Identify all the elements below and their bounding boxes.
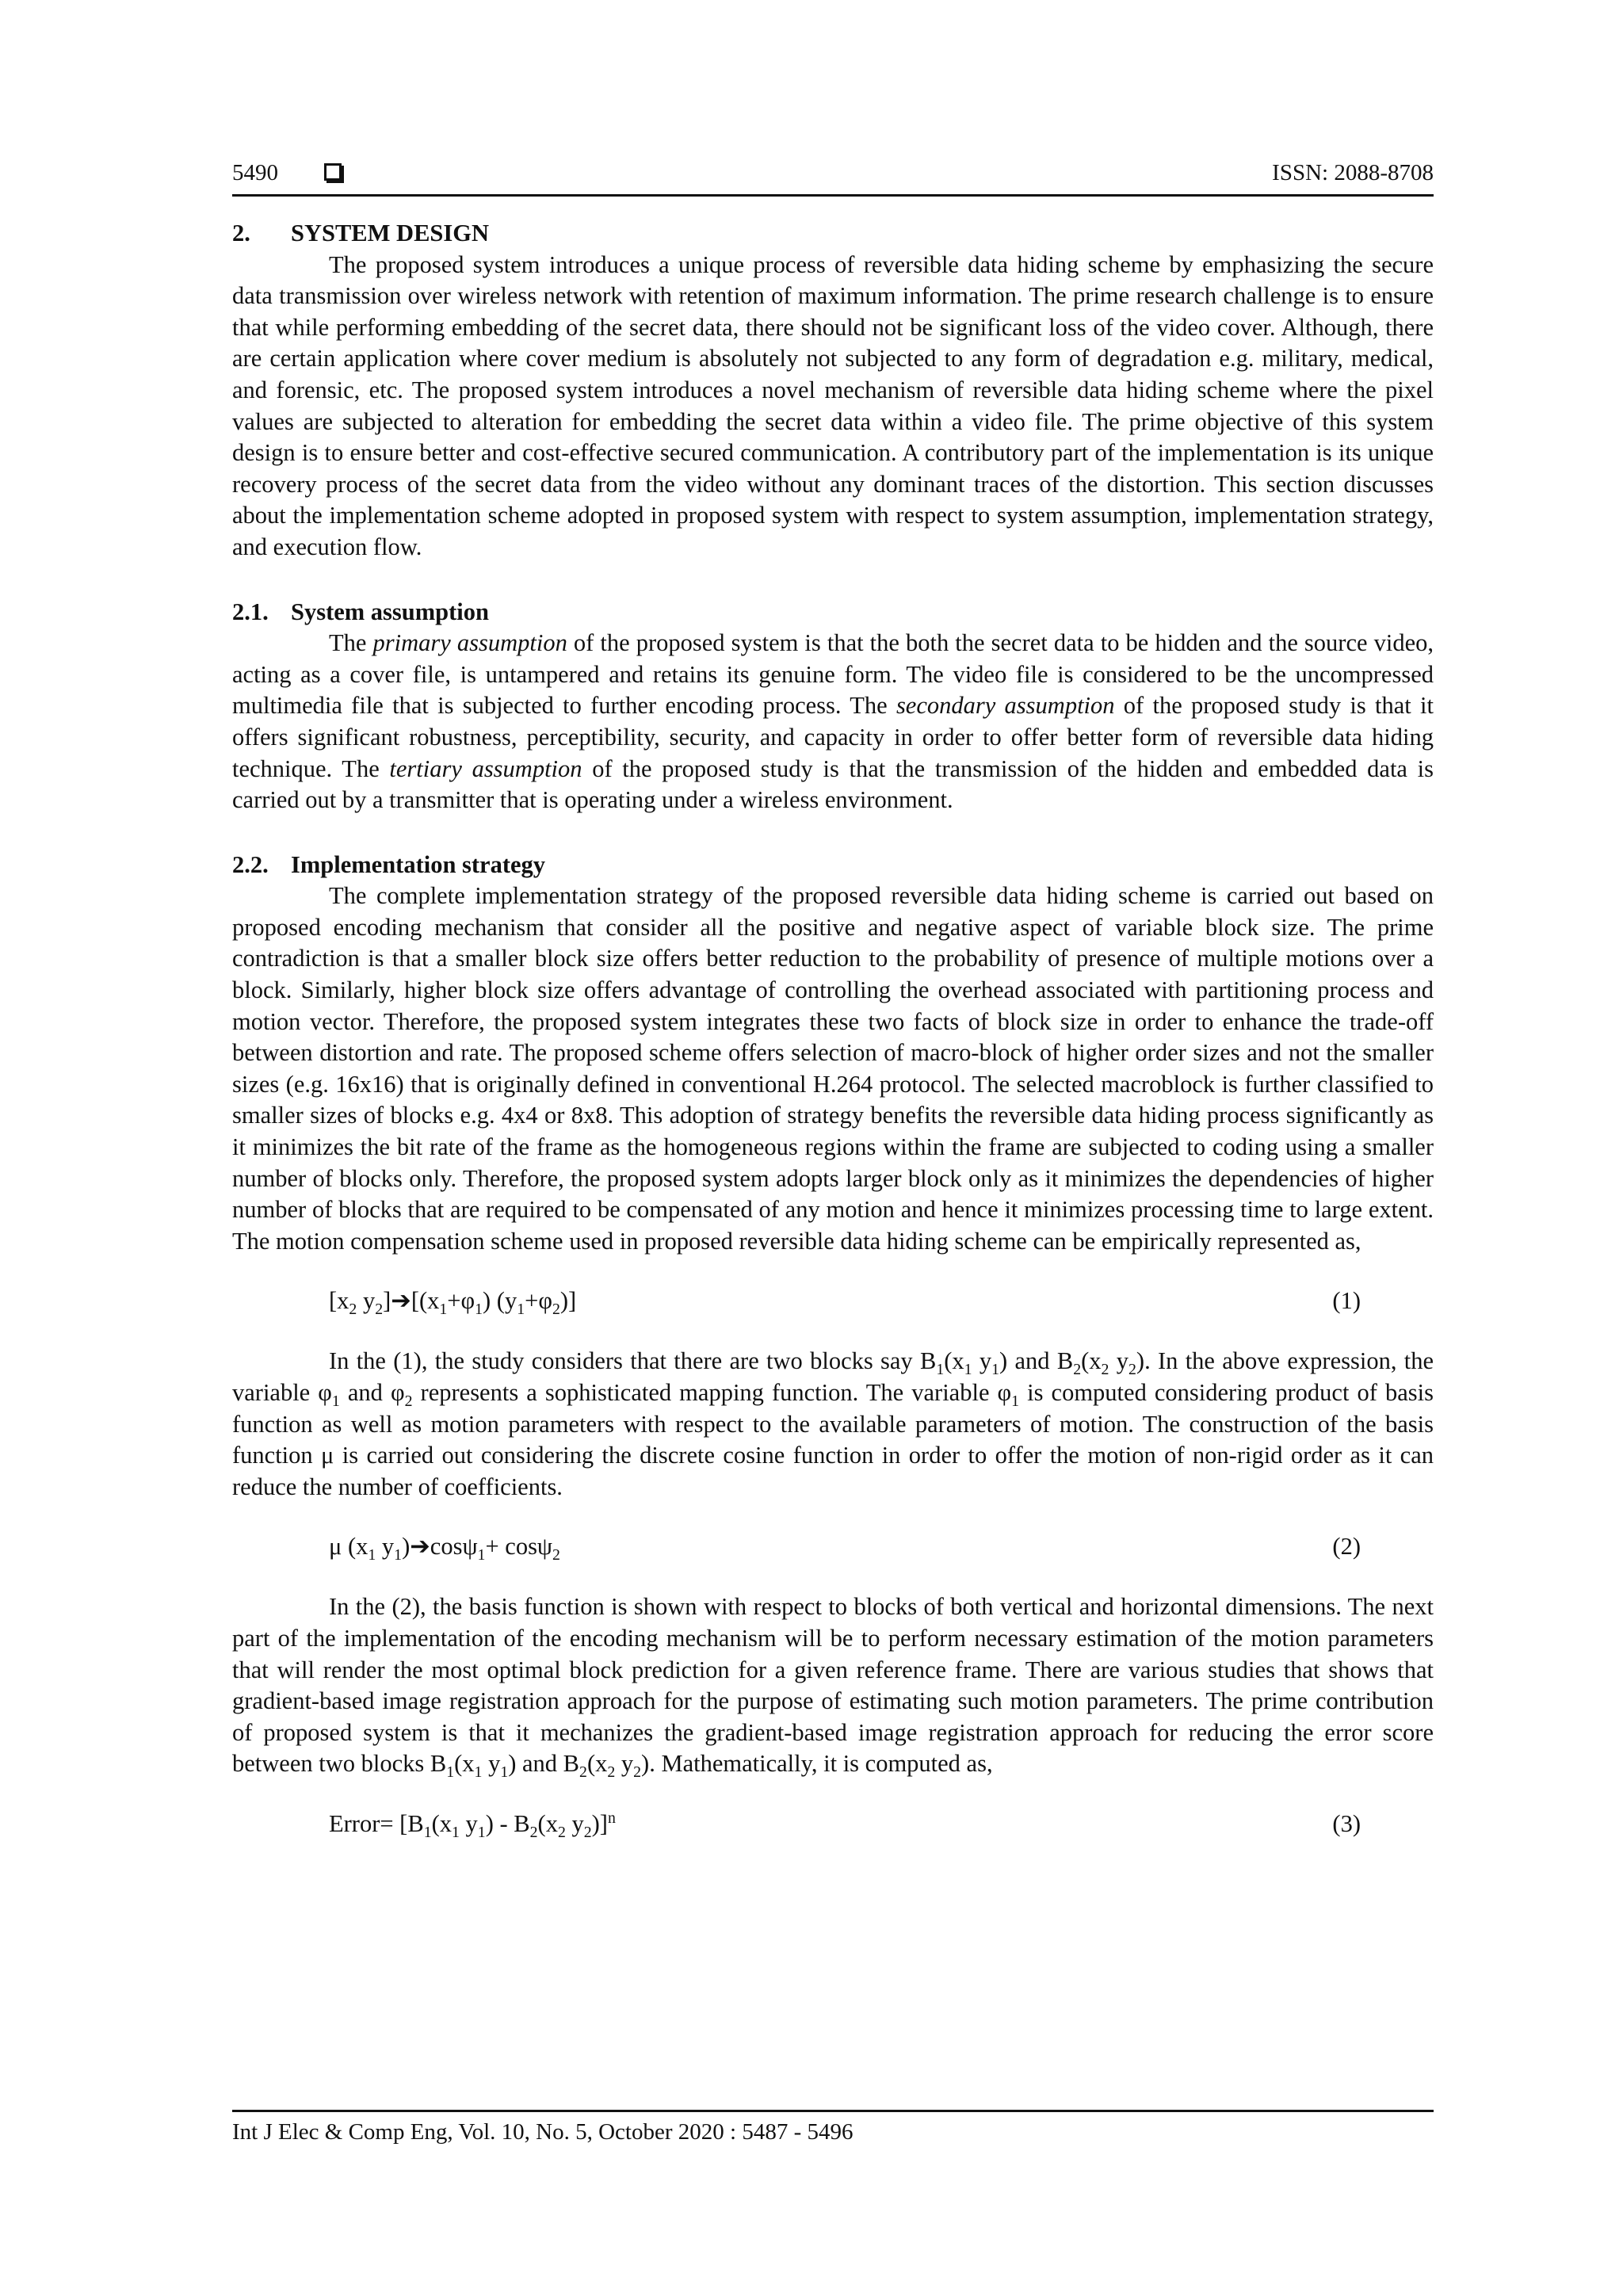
footer-rule [232, 2110, 1434, 2112]
footer-citation: Int J Elec & Comp Eng, Vol. 10, No. 5, October 2020 : 5487 - 5496 [232, 2119, 854, 2145]
equation-3-number: (3) [1332, 1809, 1361, 1837]
section-heading: 2. SYSTEM DESIGN [232, 220, 490, 246]
page-number: 5490 [232, 160, 278, 185]
equation-3: Error= [$B_1(x_1$ $y_1) - B_2(x_2$ $y_2)]^n$ (3) [329, 1809, 1361, 1842]
implementation-paragraph-3: In the (2), the basis function is shown with respect to blocks of both vertical and horizontal dimensions. The next part of the implementation of the encoding mechanism will be to perform necessary estimation of the motion parameters that will render the most optimal block prediction for a given reference frame. There are various studies that shows that gradient-based image registration approach for the purpose of estimating such motion parameters. The prime contribution of proposed system is that it mechanizes the gradient-based image registration approach for reducing the error score between two blocks $B_1(x_1$ $y_1$) and $B_2(x_2$ $y_2$). Mathematically, it is computed as, [232, 1593, 1434, 1782]
header-rule [232, 194, 1434, 197]
equation-2-number: (2) [1332, 1533, 1361, 1561]
section-paragraph: The proposed system introduces a unique process of reversible data hiding scheme by emphasizing the secure data transmission over wireless network with retention of maximum information. The prime research challenge is to ensure that while performing embedding of the secret data, there should not be significant loss of the video cover. Although, there are certain application where cover medium is absolutely not subjected to any form of degradation e.g. military, medical, and forensic, etc. The proposed system introduces a novel mechanism of reversible data hiding scheme where the pixel values are subjected to alteration for embedding the secret data within a video file. The prime objective of this system design is to ensure better and cost-effective secured communication. A contributory part of the implementation is its unique recovery process of the secret data from the video without any dominant traces of the distortion. This section discusses about the implementation scheme adopted in proposed system with respect to system assumption, implementation strategy, and execution flow. [232, 250, 1434, 560]
checkbox-square-icon [324, 163, 342, 181]
equation-1: [$x_2$ $y_2]➔[(x_1+\varphi_1)$ $(y_1+\varphi_2)$] (1) [329, 1287, 1361, 1319]
body-content [232, 218, 1434, 1840]
subsection-heading-system-assumption: 2.1. System assumption [232, 598, 489, 625]
subsection-heading-implementation-strategy: 2.2. Implementation strategy [232, 850, 546, 878]
equation-2: μ ($x_1$ $y_1)➔\cos\psi_1+ \cos\psi_2$ (2) [329, 1533, 1361, 1564]
issn-label: ISSN: 2088-8708 [1272, 160, 1434, 185]
page-header [232, 157, 1434, 189]
implementation-paragraph-1: The complete implementation strategy of the proposed reversible data hiding scheme is carried out based on proposed encoding mechanism that consider all the positive and negative aspect of variable block size. The prime contradiction is that a smaller block size offers better reduction to the probability of presence of multiple motions over a block. Similarly, higher block size offers advantage of controlling the overhead associated with partitioning process and motion vector. Therefore, the proposed system integrates these two facts of block size in order to enhance the trade-off between distortion and rate. The proposed scheme offers selection of macro-block of higher order sizes and not the smaller sizes (e.g. 16x16) that is originally defined in conventional H.264 protocol. The selected macroblock is further classified to smaller sizes of blocks e.g. 4x4 or 8x8. This adoption of strategy benefits the reversible data hiding process significantly as it minimizes the bit rate of the frame as the homogeneous regions within the frame are subjected to coding using a smaller number of blocks only. Therefore, the proposed system adopts larger block only as it minimizes the dependencies of higher number of blocks that are required to be compensated of any motion and hence it minimizes processing time to large extent. The motion compensation scheme used in proposed reversible data hiding scheme can be empirically represented as, [232, 882, 1434, 1255]
implementation-paragraph-2: In the (1), the study considers that there are two blocks say $B_1(x_1$ $y_1$) and $B_2(x_2$ $y_2$). In the above expression, the variable $\varphi_1$ and $\varphi_2$ represents a sophisticated mapping function. The variable $\varphi_1$ is computed considering product of basis function as well as motion parameters with respect to the available parameters of motion. The construction of the basis function μ is carried out considering the discrete cosine function in order to offer the motion of non-rigid order as it can reduce the number of coefficients. [232, 1347, 1434, 1500]
equation-1-number: (1) [1332, 1287, 1361, 1315]
system-assumption-paragraph: The primary assumption of the proposed system is that the both the secret data to be hidden and the source video, acting as a cover file, is untampered and retains its genuine form. The video file is considered to be the uncompressed multimedia file that is subjected to further encoding process. The secondary assumption of the proposed study is that it offers significant robustness, perceptibility, security, and capacity in order to offer better form of reversible data hiding technique. The tertiary assumption of the proposed study is that the transmission of the hidden and embedded data is carried out by a transmitter that is operating under a wireless environment. [232, 629, 1434, 814]
